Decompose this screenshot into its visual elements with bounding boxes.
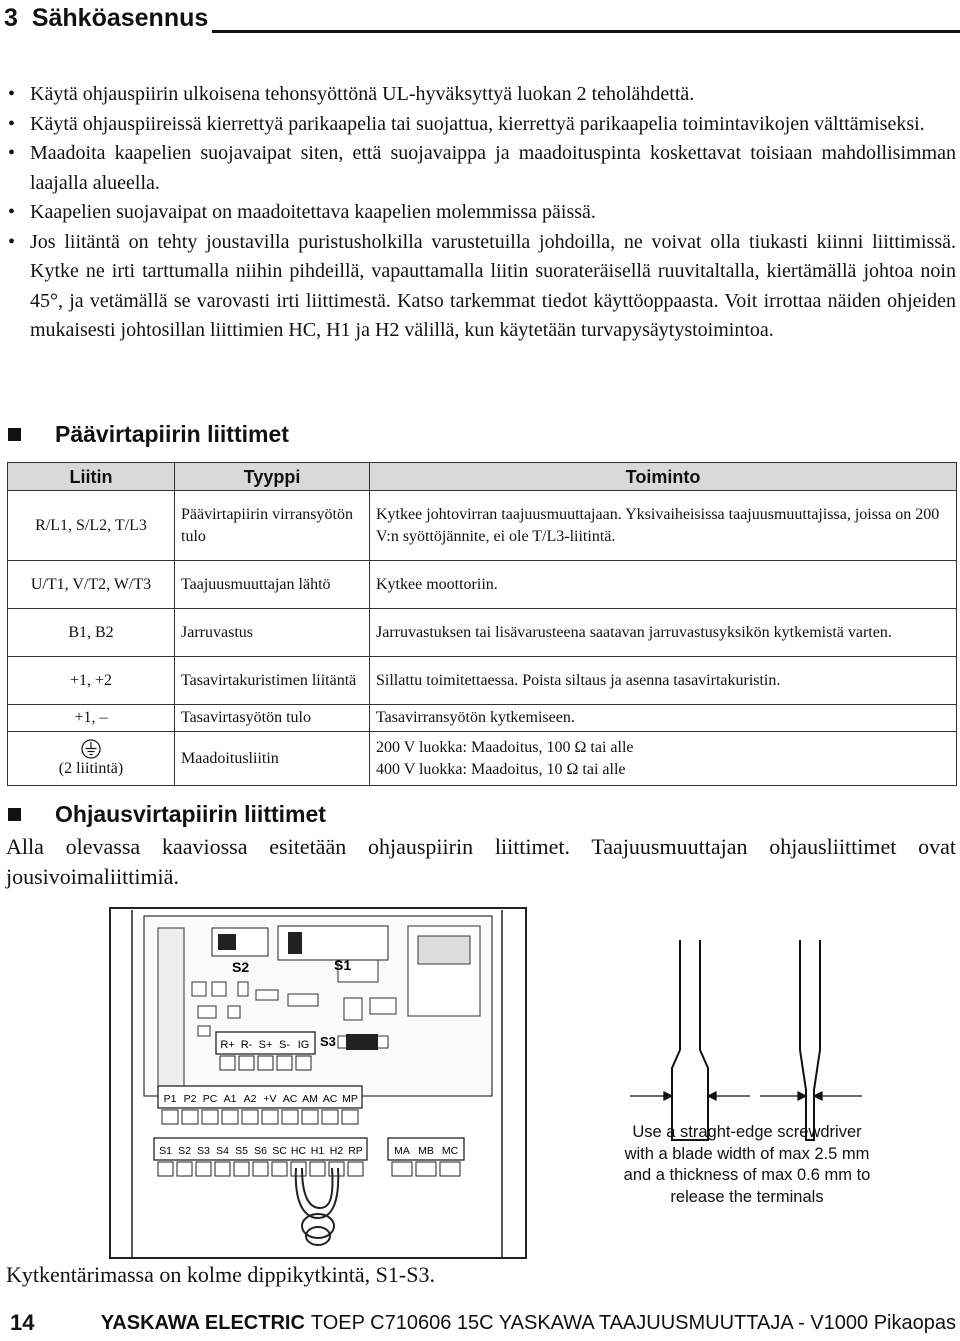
- control-circuit-heading: Ohjausvirtapiirin liittimet: [8, 801, 326, 828]
- terminal-cell: B1, B2: [8, 609, 175, 657]
- screwdriver-note: Use a straght-edge screwdriver with a blade width of max 2.5 mm and a thickness of max 0.6 mm to release the terminals: [623, 1123, 871, 1206]
- column-header: Liitin: [8, 463, 175, 491]
- terminal-slot[interactable]: [262, 1110, 278, 1124]
- table-row: [8, 609, 957, 657]
- type-cell: Taajuusmuuttajan lähtö: [175, 561, 370, 609]
- terminal-label: S3: [197, 1145, 210, 1157]
- terminal-label: MC: [441, 1145, 459, 1157]
- table-row: [8, 561, 957, 609]
- switch-label: S1: [334, 957, 352, 973]
- list-item: • Käytä ohjauspiirin ulkoisena tehonsyöttönä UL-hyväksyttyä luokan 2 teholähdettä.: [8, 83, 695, 105]
- terminal-slot[interactable]: [234, 1162, 249, 1176]
- page-number: 14: [10, 1310, 35, 1335]
- section-title: 3 Sähköasennus: [4, 4, 209, 32]
- type-cell: Tasavirtakuristimen liitäntä: [175, 657, 370, 705]
- terminal-slot[interactable]: [258, 1056, 273, 1070]
- terminal-label: RP: [348, 1145, 363, 1157]
- terminal-row-communication: [216, 1032, 315, 1070]
- capacitor-block: [158, 928, 184, 1088]
- section-header: [0, 0, 960, 40]
- terminal-label: S4: [216, 1145, 229, 1157]
- table-row: [8, 732, 957, 786]
- screwdriver-front-view-icon: [672, 940, 708, 1140]
- terminal-slot[interactable]: [272, 1162, 287, 1176]
- terminal-label: S6: [254, 1145, 267, 1157]
- terminal-slot[interactable]: [416, 1162, 436, 1176]
- terminal-label: HC: [290, 1145, 307, 1157]
- terminal-slot[interactable]: [392, 1162, 412, 1176]
- terminal-slot[interactable]: [302, 1110, 318, 1124]
- terminal-label: AC: [282, 1093, 298, 1105]
- square-bullet-icon: [8, 808, 21, 821]
- list-item: • Käytä ohjauspiireissä kierrettyä parikaapelia tai suojattua, kierrettyä parikaapelia toimintavikojen välttämiseksi.: [8, 112, 925, 135]
- terminal-slot[interactable]: [348, 1162, 363, 1176]
- terminal-slot[interactable]: [296, 1056, 311, 1070]
- terminal-label: S2: [178, 1145, 191, 1157]
- table-row: [8, 657, 957, 705]
- terminal-label: S-: [279, 1039, 290, 1051]
- terminal-slot[interactable]: [242, 1110, 258, 1124]
- terminal-label: MP: [342, 1093, 358, 1105]
- terminal-slot[interactable]: [291, 1162, 306, 1176]
- main-circuit-heading: Päävirtapiirin liittimet: [8, 421, 289, 448]
- page-footer: [10, 1310, 956, 1336]
- terminal-label: PC: [202, 1093, 218, 1105]
- relay-component: [418, 936, 470, 964]
- terminal-slot[interactable]: [182, 1110, 198, 1124]
- terminal-row-relay: [388, 1138, 464, 1176]
- table-row: [8, 491, 957, 561]
- terminal-label: +V: [263, 1093, 277, 1105]
- terminal-label: A1: [223, 1093, 237, 1105]
- ground-icon: [81, 739, 101, 759]
- main-circuit-table: [7, 462, 957, 786]
- function-cell: Sillattu toimitettaessa. Poista siltaus ja asenna tasavirtakuristin.: [370, 657, 957, 705]
- terminal-cell: +1, +2: [8, 657, 175, 705]
- terminal-label: IG: [297, 1039, 310, 1051]
- list-item: • Kaapelien suojavaipat on maadoitettava kaapelien molemmissa päissä.: [8, 201, 596, 223]
- terminal-label: R+: [220, 1039, 235, 1051]
- terminal-slot[interactable]: [196, 1162, 211, 1176]
- list-item: • Maadoita kaapelien suojavaipat siten, että suojavaippa ja maadoituspinta koskettavat toisiaan mahdollisimman laajalla alueella.: [8, 142, 956, 194]
- terminal-label: H2: [329, 1145, 344, 1157]
- terminal-label: SC: [272, 1145, 287, 1157]
- terminal-slot[interactable]: [277, 1056, 292, 1070]
- dip-switch-s1-lever: [288, 932, 302, 954]
- table-row: [8, 705, 957, 732]
- terminal-slot[interactable]: [310, 1162, 325, 1176]
- terminal-slot[interactable]: [253, 1162, 268, 1176]
- section-rule: [212, 30, 960, 33]
- footer-brand: YASKAWA ELECTRIC: [100, 1311, 305, 1334]
- terminal-label: S+: [258, 1039, 273, 1051]
- terminal-cell: R/L1, S/L2, T/L3: [8, 491, 175, 561]
- terminal-slot[interactable]: [282, 1110, 298, 1124]
- terminal-label: S5: [235, 1145, 248, 1157]
- function-cell: Kytkee moottoriin.: [370, 561, 957, 609]
- function-cell: Kytkee johtovirran taajuusmuuttajaan. Yksivaiheisissa taajuusmuuttajissa, joissa on 200 V:n syöttöjännite, ei ole T/L3-liitintä.: [370, 491, 957, 561]
- type-cell: Jarruvastus: [175, 609, 370, 657]
- terminal-label: R-: [240, 1039, 253, 1051]
- screwdriver-side-view-icon: [800, 940, 820, 1140]
- column-header: Toiminto: [370, 463, 957, 491]
- terminal-label: H1: [310, 1145, 325, 1157]
- switch-label: S3: [320, 1034, 336, 1049]
- list-item: • Jos liitäntä on tehty joustavilla puristusholkilla varustetuilla johdoilla, ne voivat olla tiukasti kiinni liittimissä. Kytke ne irti tarttumalla niihin pihdeillä, vapauttamalla liitin suorateräisellä ruuvitaltalla, kiertämällä johtoa noin 45°, ja vetämällä se varovasti irti liittimestä. Katso tarkemmat tiedot käyttöoppaasta. Voit irrottaa näiden ohjeiden mukaisesti johtosillan liittimien HC, H1 ja H2 välillä, kun käytetään turvapysäytystoimintoa.: [8, 230, 956, 341]
- switch-label: S2: [232, 959, 250, 975]
- terminal-label: A2: [243, 1093, 257, 1105]
- footer-document-title: TOEP C710606 15C YASKAWA TAAJUUSMUUTTAJA - V1000 Pikaopas: [310, 1311, 956, 1334]
- diagram-caption: Kytkentärimassa on kolme dippikytkintä, S1-S3.: [6, 1262, 435, 1287]
- terminal-slot[interactable]: [162, 1110, 178, 1124]
- type-cell: Maadoitusliitin: [175, 732, 370, 786]
- terminal-slot[interactable]: [342, 1110, 358, 1124]
- terminal-slot[interactable]: [202, 1110, 218, 1124]
- terminal-cell: (2 liitintä): [8, 732, 175, 786]
- terminal-slot[interactable]: [177, 1162, 192, 1176]
- terminal-label: MA: [394, 1145, 410, 1157]
- terminal-cell: U/T1, V/T2, W/T3: [8, 561, 175, 609]
- instruction-list: [8, 80, 956, 346]
- function-cell: Tasavirransyötön kytkemiseen.: [370, 705, 957, 732]
- terminal-slot[interactable]: [239, 1056, 254, 1070]
- terminal-label: AM: [302, 1093, 318, 1105]
- square-bullet-icon: [8, 428, 21, 441]
- function-cell: Jarruvastuksen tai lisävarusteena saatavan jarruvastusyksikön kytkemistä varten.: [370, 609, 957, 657]
- terminal-slot[interactable]: [158, 1162, 173, 1176]
- terminal-slot[interactable]: [215, 1162, 230, 1176]
- terminal-slot[interactable]: [220, 1056, 235, 1070]
- dimension-markers: [630, 1092, 862, 1100]
- terminal-board-diagram: [108, 906, 528, 1260]
- table-header-row: [8, 463, 957, 491]
- column-header: Tyyppi: [175, 463, 370, 491]
- type-cell: Päävirtapiirin virransyötön tulo: [175, 491, 370, 561]
- screwdriver-diagram: [600, 940, 890, 1148]
- terminal-label: MB: [418, 1145, 434, 1157]
- dip-switch-s2-lever: [218, 934, 236, 950]
- type-cell: Tasavirtasyötön tulo: [175, 705, 370, 732]
- control-circuit-paragraph: Alla olevassa kaaviossa esitetään ohjauspiirin liittimet. Taajuusmuuttajan ohjausliittimet ovat jousivoimaliittimiä.: [6, 834, 956, 889]
- terminal-label: P2: [183, 1093, 197, 1105]
- terminal-row-digital: [154, 1138, 367, 1176]
- terminal-label: P1: [163, 1093, 177, 1105]
- terminal-label: S1: [159, 1145, 172, 1157]
- terminal-cell: +1, –: [8, 705, 175, 732]
- function-cell: 200 V luokka: Maadoitus, 100 Ω tai alle 400 V luokka: Maadoitus, 10 Ω tai alle: [370, 732, 957, 786]
- terminal-slot[interactable]: [222, 1110, 238, 1124]
- terminal-label: AC: [322, 1093, 338, 1105]
- dip-switch-s3: [346, 1034, 378, 1050]
- terminal-slot[interactable]: [440, 1162, 460, 1176]
- terminal-slot[interactable]: [322, 1110, 338, 1124]
